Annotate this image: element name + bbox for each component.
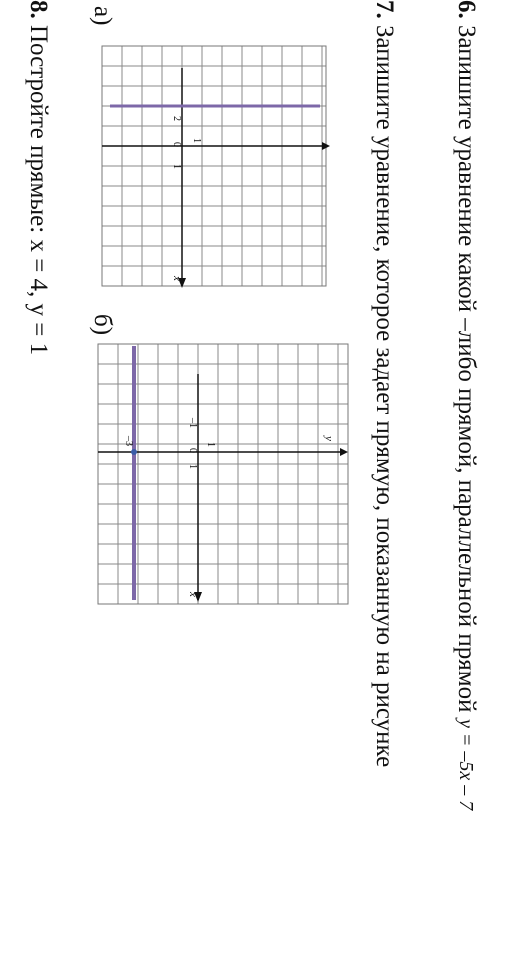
- problem-8-number: 8.: [25, 0, 52, 19]
- problem-7-text: Запишите уравнение, которое задает прямую, показанную на рисунке: [371, 25, 398, 768]
- graph-a: [94, 38, 334, 294]
- graph-b-tick-one-x: 1: [187, 464, 198, 469]
- graph-a-axis-x-label: x: [171, 276, 183, 281]
- graph-b-line-value: –3: [123, 436, 134, 446]
- graph-b-tick-minus-one: –1: [187, 418, 198, 428]
- graph-a-tick-one-y: 1: [191, 138, 202, 143]
- graph-b-tick-one-y: 1: [205, 442, 216, 447]
- graph-b-y-arrow: [340, 448, 348, 456]
- graph-a-line-value: 2: [171, 116, 182, 121]
- graph-b-intersection-point: [131, 449, 137, 455]
- problem-8-text: Постройте прямые: x = 4, y = 1: [25, 25, 52, 356]
- problem-8: [24, 0, 52, 355]
- graph-a-origin: 0: [171, 142, 182, 147]
- graph-b: [94, 338, 354, 610]
- problem-6: [452, 0, 480, 810]
- problem-7: [370, 0, 398, 767]
- graph-b-origin: 0: [187, 448, 198, 453]
- problem-7-number: 7.: [371, 0, 398, 19]
- problem-6-number: 6.: [453, 0, 480, 19]
- problem-6-text: Запишите уравнение какой –либо прямой, параллельной прямой: [453, 25, 480, 713]
- graph-b-axis-y-label: y: [323, 436, 335, 441]
- graph-a-tick-one-x: 1: [171, 164, 182, 169]
- problem-6-equation: y = –5x – 7: [455, 718, 477, 810]
- graph-a-grid: [102, 46, 326, 286]
- graph-a-label: а): [89, 6, 116, 26]
- graph-b-axis-x-label: x: [187, 592, 199, 597]
- graph-b-label: б): [89, 314, 116, 336]
